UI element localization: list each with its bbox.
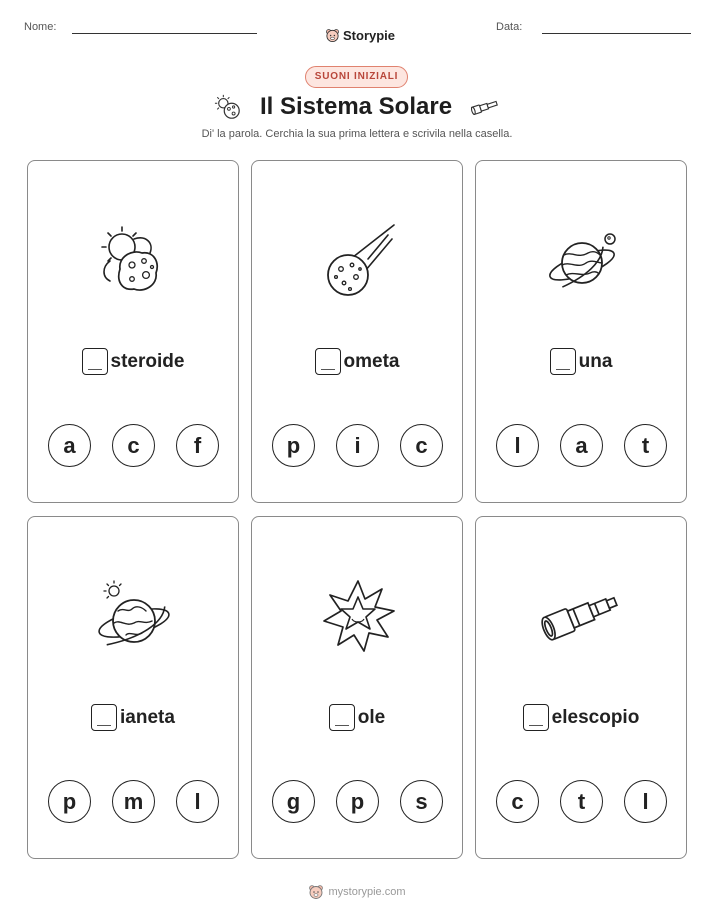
letter-choices	[496, 424, 667, 467]
word-card	[475, 160, 687, 503]
footer	[0, 884, 714, 900]
asteroid-icon	[84, 219, 184, 299]
instructions: Di' la parola. Cerchia la sua prima lettera e scrivila nella casella.	[201, 128, 513, 140]
answer-box[interactable]	[82, 348, 108, 375]
word-row	[252, 704, 462, 731]
letter-choices	[48, 780, 219, 823]
word-card	[27, 160, 239, 503]
letter-choice[interactable]: t	[624, 424, 667, 467]
page-title	[0, 93, 714, 121]
moon-planet-icon	[532, 219, 632, 299]
word-card	[251, 160, 463, 503]
header	[0, 14, 714, 44]
answer-box[interactable]	[550, 348, 576, 375]
name-label: Nome:	[24, 21, 57, 33]
word-row	[28, 348, 238, 375]
word-row	[476, 348, 686, 375]
letter-choice[interactable]: p	[272, 424, 315, 467]
letter-choice[interactable]: m	[112, 780, 155, 823]
letter-choice[interactable]: l	[496, 424, 539, 467]
footer-site[interactable]: mystorypie.com	[328, 886, 406, 898]
letter-choice[interactable]: g	[272, 780, 315, 823]
planet-icon	[84, 575, 184, 655]
brand-name: Storypie	[343, 28, 396, 43]
letter-choice[interactable]: l	[176, 780, 219, 823]
letter-choice[interactable]: p	[336, 780, 379, 823]
bear-mascot-icon	[325, 28, 340, 43]
word-ending: elescopio	[551, 706, 640, 728]
category-badge: SUONI INIZIALI	[305, 66, 408, 88]
bear-mascot-icon	[308, 884, 324, 900]
word-ending: ometa	[343, 350, 400, 372]
letter-choices	[48, 424, 219, 467]
title-text: Il Sistema Solare	[259, 93, 453, 120]
name-field[interactable]	[72, 33, 257, 34]
comet-icon	[308, 219, 408, 299]
letter-choice[interactable]: c	[496, 780, 539, 823]
letter-choice[interactable]: l	[624, 780, 667, 823]
letter-choice[interactable]: a	[560, 424, 603, 467]
letter-choice[interactable]: t	[560, 780, 603, 823]
letter-choice[interactable]: p	[48, 780, 91, 823]
word-card	[475, 516, 687, 859]
letter-choices	[272, 424, 443, 467]
answer-box[interactable]	[315, 348, 341, 375]
word-ending: ole	[357, 706, 386, 728]
word-card	[27, 516, 239, 859]
word-ending: una	[578, 350, 613, 372]
letter-choice[interactable]: i	[336, 424, 379, 467]
letter-choices	[272, 780, 443, 823]
letter-choice[interactable]: c	[112, 424, 155, 467]
word-row	[476, 704, 686, 731]
date-field[interactable]	[542, 33, 691, 34]
answer-box[interactable]	[329, 704, 355, 731]
asteroid-icon	[214, 93, 242, 121]
letter-choice[interactable]: c	[400, 424, 443, 467]
word-card	[251, 516, 463, 859]
word-row	[28, 704, 238, 731]
letter-choice[interactable]: f	[176, 424, 219, 467]
telescope-icon	[469, 97, 501, 117]
word-row	[252, 348, 462, 375]
word-ending: steroide	[110, 350, 185, 372]
date-label: Data:	[496, 21, 523, 33]
letter-choices	[496, 780, 667, 823]
sun-icon	[308, 575, 408, 655]
letter-choice[interactable]: a	[48, 424, 91, 467]
brand-logo	[325, 28, 395, 43]
word-ending: ianeta	[120, 706, 175, 728]
answer-box[interactable]	[523, 704, 549, 731]
letter-choice[interactable]: s	[400, 780, 443, 823]
telescope-icon	[532, 575, 632, 655]
answer-box[interactable]	[91, 704, 117, 731]
